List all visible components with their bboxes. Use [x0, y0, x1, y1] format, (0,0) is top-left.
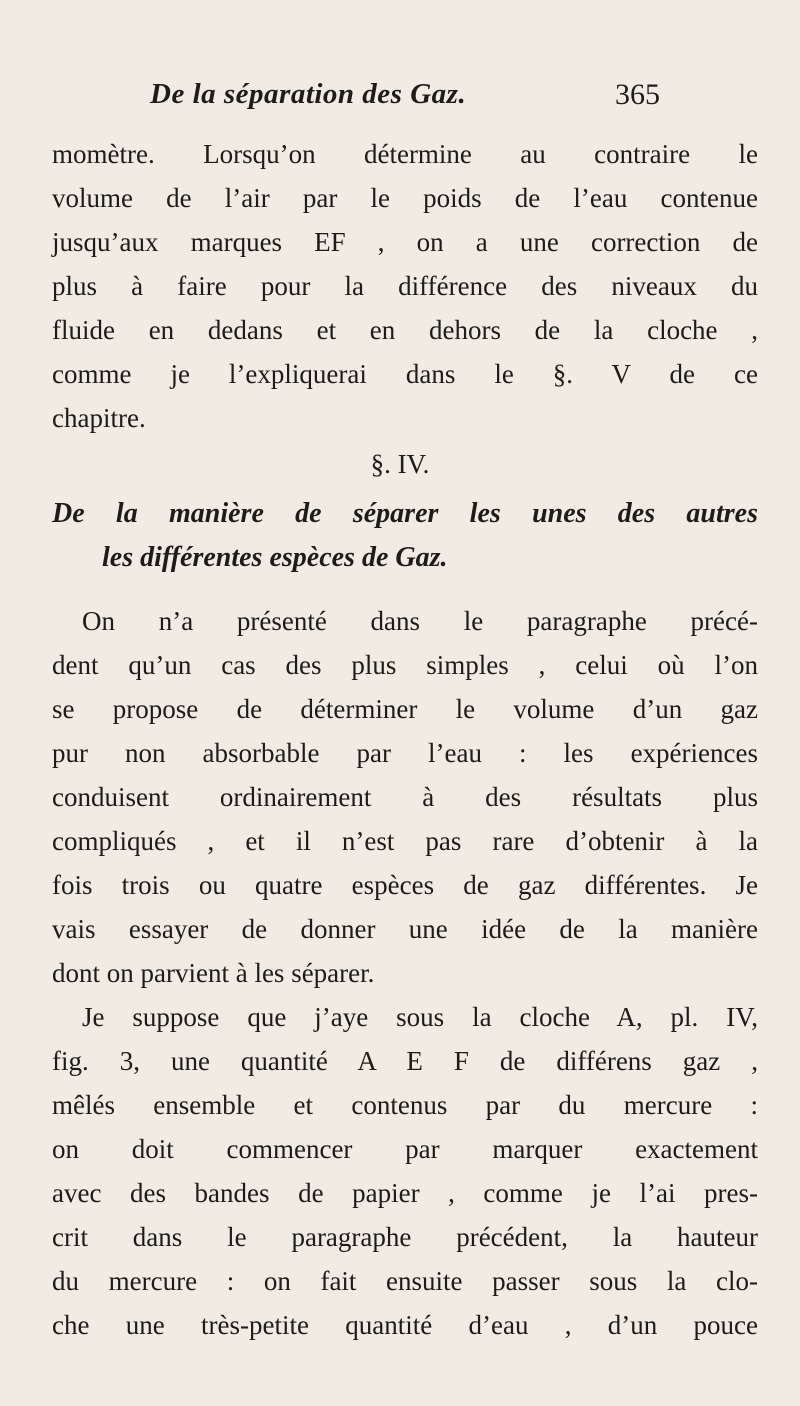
text-line: volume de l’air par le poids de l’eau contenue — [52, 183, 758, 213]
section-title-line: les différentes espèces de Gaz. — [102, 542, 448, 573]
text-line: fois trois ou quatre espèces de gaz différentes. Je — [52, 870, 758, 900]
text-line: comme je l’expliquerai dans le §. V de ce — [52, 359, 758, 389]
text-line: conduisent ordinairement à des résultats plus — [52, 782, 758, 812]
text-line: on doit commencer par marquer exactement — [52, 1134, 758, 1164]
text-line: avec des bandes de papier , comme je l’ai pres- — [52, 1178, 758, 1208]
page-header — [150, 78, 660, 118]
text-line: crit dans le paragraphe précédent, la hauteur — [52, 1222, 758, 1252]
text-line: fluide en dedans et en dehors de la cloche , — [52, 315, 758, 345]
running-title: De la séparation des Gaz. — [150, 78, 467, 110]
section-title-line: De la manière de séparer les unes des autres — [52, 498, 758, 529]
section-mark: §. IV. — [370, 449, 430, 479]
text-line: dont on parvient à les séparer. — [52, 958, 375, 988]
text-line: che une très-petite quantité d’eau , d’un pouce — [52, 1310, 758, 1340]
text-line: vais essayer de donner une idée de la manière — [52, 914, 758, 944]
text-line: compliqués , et il n’est pas rare d’obtenir à la — [52, 826, 758, 856]
text-line: se propose de déterminer le volume d’un gaz — [52, 694, 758, 724]
text-line: fig. 3, une quantité A E F de différens gaz , — [52, 1046, 758, 1076]
text-line: Je suppose que j’aye sous la cloche A, pl. IV, — [82, 1002, 758, 1032]
text-line: On n’a présenté dans le paragraphe précé- — [82, 606, 758, 636]
text-line: pur non absorbable par l’eau : les expériences — [52, 738, 758, 768]
text-line: mêlés ensemble et contenus par du mercure : — [52, 1090, 758, 1120]
text-line: plus à faire pour la différence des niveaux du — [52, 271, 758, 301]
text-line: chapitre. — [52, 403, 146, 433]
text-line: jusqu’aux marques EF , on a une correction de — [52, 227, 758, 257]
text-line: dent qu’un cas des plus simples , celui où l’on — [52, 650, 758, 680]
text-line: momètre. Lorsqu’on détermine au contraire le — [52, 139, 758, 169]
page-number: 365 — [615, 78, 660, 111]
text-line: du mercure : on fait ensuite passer sous la clo- — [52, 1266, 758, 1296]
